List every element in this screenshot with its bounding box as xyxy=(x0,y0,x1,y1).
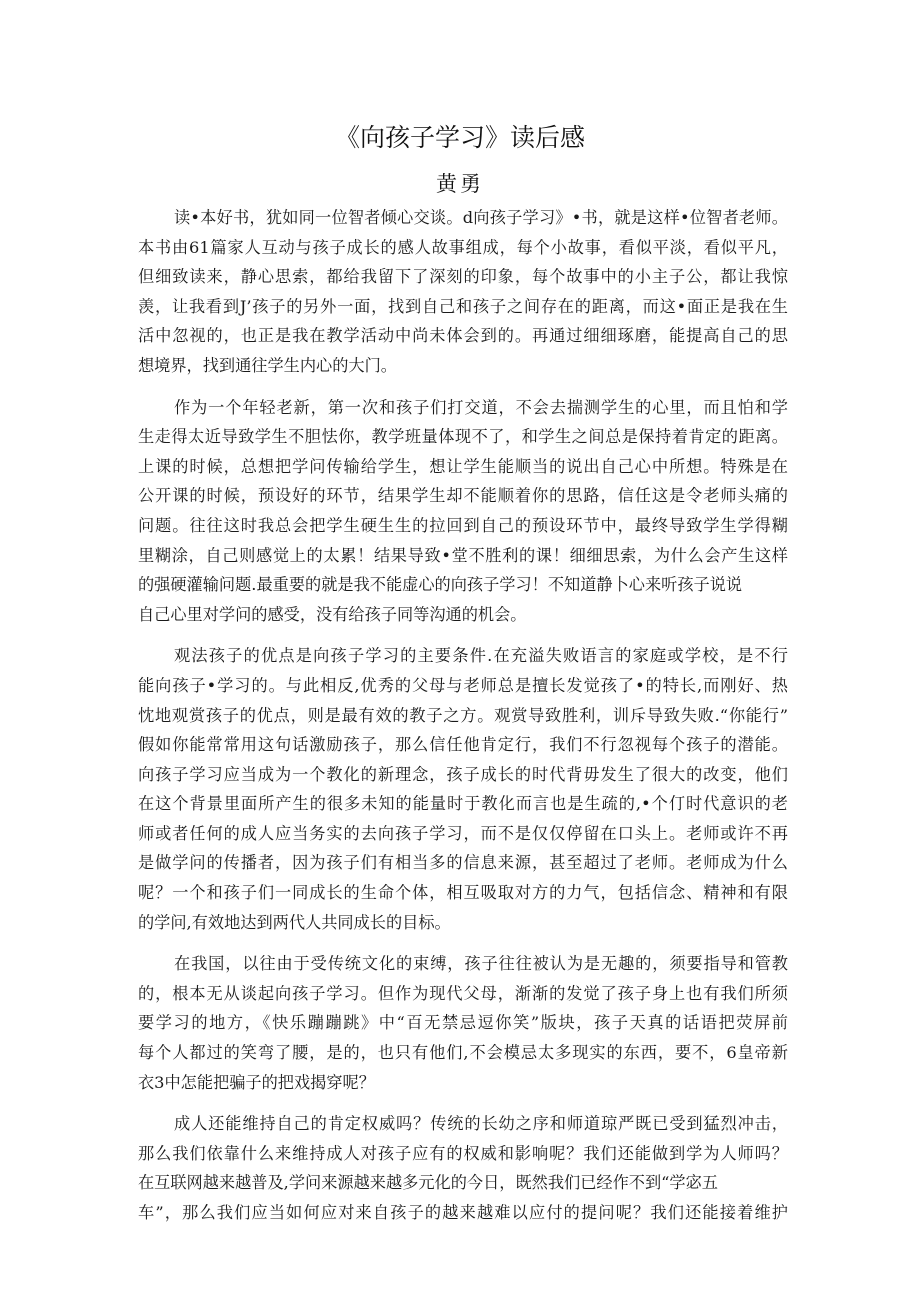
text-line: 但细致读来，静心思索，都给我留下了深刻的印象，每个故事中的小主子公，都让我惊 xyxy=(138,267,788,287)
text-line: 问题。往往这时我总会把学生硬生生的拉回到自己的预设环节中，最终导致学生学得糊 xyxy=(138,515,788,535)
paragraph-5 xyxy=(138,1109,788,1227)
text-line: 活中忽视的，也正是我在教学活动中尚未体会到的。再通过细细琢磨，能提高自己的思 xyxy=(138,326,788,346)
text-line: 里糊涂，自己则感觉上的太累！结果导致•堂不胜利的课！细细思索，为什么会产生这样 xyxy=(138,545,788,565)
text-line: 的，根本无从谈起向孩子学习。但作为现代父母，渐渐的发觉了孩子身上也有我们所须 xyxy=(138,983,788,1003)
text-line: 读•本好书，犹如同一位智者倾心交谈。d向孩子学习》•书，就是这样•位智者老师。 xyxy=(174,208,788,227)
text-line: 忱地观赏孩子的优点，则是最有效的教子之方。观赏导致胜利，训斥导致失败.“你能行” xyxy=(138,705,788,725)
text-line: 车”，那么我们应当如何应对来自孩子的越来越难以应付的提问呢？我们还能接着维护 xyxy=(138,1203,788,1222)
text-line: 在我国，以往由于受传统文化的束缚，孩子往往被认为是无趣的，须要指导和管教 xyxy=(174,954,788,974)
text-line: 在这个背景里面所产生的很多未知的能量时于教化而言也是生疏的,•个仃时代意识的老 xyxy=(138,794,788,814)
paragraph-1 xyxy=(138,203,788,381)
text-line: 羡，让我看到J’孩子的另外一面，找到自己和孩子之间存在的距离，而这•面正是我在生 xyxy=(138,296,788,316)
text-line: 观法孩子的优点是向孩子学习的主要条件.在充溢失败语言的家庭或学校，是不行 xyxy=(174,646,788,666)
text-line: 在互联网越来越普及,学问来源越来越多元化的今日，既然我们已经作不到“学宓五 xyxy=(138,1173,718,1193)
text-line: 师或者任何的成人应当务实的去向孩子学习，而不是仅仅停留在口头上。老师或许不再 xyxy=(138,823,788,843)
document-title: 《向孩子学习》读后感 xyxy=(334,123,585,152)
text-line: 的学问,有效地达到两代人共同成长的目标。 xyxy=(138,912,451,932)
paragraph-2 xyxy=(138,393,788,630)
text-line: 向孩子学习应当成为一个教化的新理念，孩子成长的时代背毋发生了很大的改变，他们 xyxy=(138,764,788,784)
text-line: 是做学问的传播者，因为孩子们有相当多的信息来源，甚至超过了老师。老师成为什么 xyxy=(138,853,788,873)
text-line: 作为一个年轻老新，第一次和孩子们打交道，不会去揣测学生的心里，而且怕和学 xyxy=(174,397,788,417)
text-line: 本书由61篇家人互动与孩子成长的感人故事组成，每个小故事，看似平淡，看似平凡， xyxy=(138,237,788,257)
document-body xyxy=(138,203,788,1240)
text-line: 能向孩子•学习的。与此相反,优秀的父母与老师总是擅长发觉孩了•的特长,而刚好、热 xyxy=(138,675,788,695)
text-line: 每个人都过的笑弯了腰，是的，也只有他们,不会模忌太多现实的东西，要不，6皇帝新 xyxy=(138,1043,788,1063)
text-line: 自己心里对学问的感受，没有给孩子同等沟通的机会。 xyxy=(138,604,527,624)
text-line: 假如你能常常用这句话激励孩子，那么信任他肯定行，我们不行忽视每个孩子的潜能。 xyxy=(138,735,788,755)
text-line: 成人还能维持自己的肯定权威吗？传统的长幼之序和师道琼严既已受到猛烈冲击， xyxy=(174,1114,788,1134)
text-line: 生走得太近导致学生不胆怯你，教学班量体现不了，和学生之间总是保持着肯定的距离。 xyxy=(138,427,788,447)
document-author: 黄勇 xyxy=(436,172,484,196)
text-line: 要学习的地方，《快乐蹦蹦跳》中“百无禁忌逗你笑”版块，孩子天真的话语把荧屏前 xyxy=(138,1013,788,1033)
paragraph-4 xyxy=(138,949,788,1097)
text-line: 的强硬灌输问题.最重要的就是我不能虚心的向孩子学习！不知道静卜心来听孩子说说 xyxy=(138,575,743,595)
text-line: 呢？一个和孩子们一同成长的生命个体，相互吸取对方的力气，包括信念、精神和有限 xyxy=(138,883,788,903)
text-line: 衣3中怎能把骗子的把戏揭穿呢？ xyxy=(138,1072,375,1092)
text-line: 上课的时候，总想把学问传输给学生，想让学生能顺当的说出自己心中所想。特殊是在 xyxy=(138,456,788,476)
text-line: 想境界，找到通往学生内心的大门。 xyxy=(138,355,397,375)
paragraph-3 xyxy=(138,641,788,937)
text-line: 那么我们依靠什么来维持成人对孩子应有的权威和影响呢？我们还能做到学为人师吗？ xyxy=(138,1143,788,1163)
text-line: 公开课的时候，预设好的环节，结果学生却不能顺着你的思路，信任这是令老师头痛的 xyxy=(138,486,788,506)
